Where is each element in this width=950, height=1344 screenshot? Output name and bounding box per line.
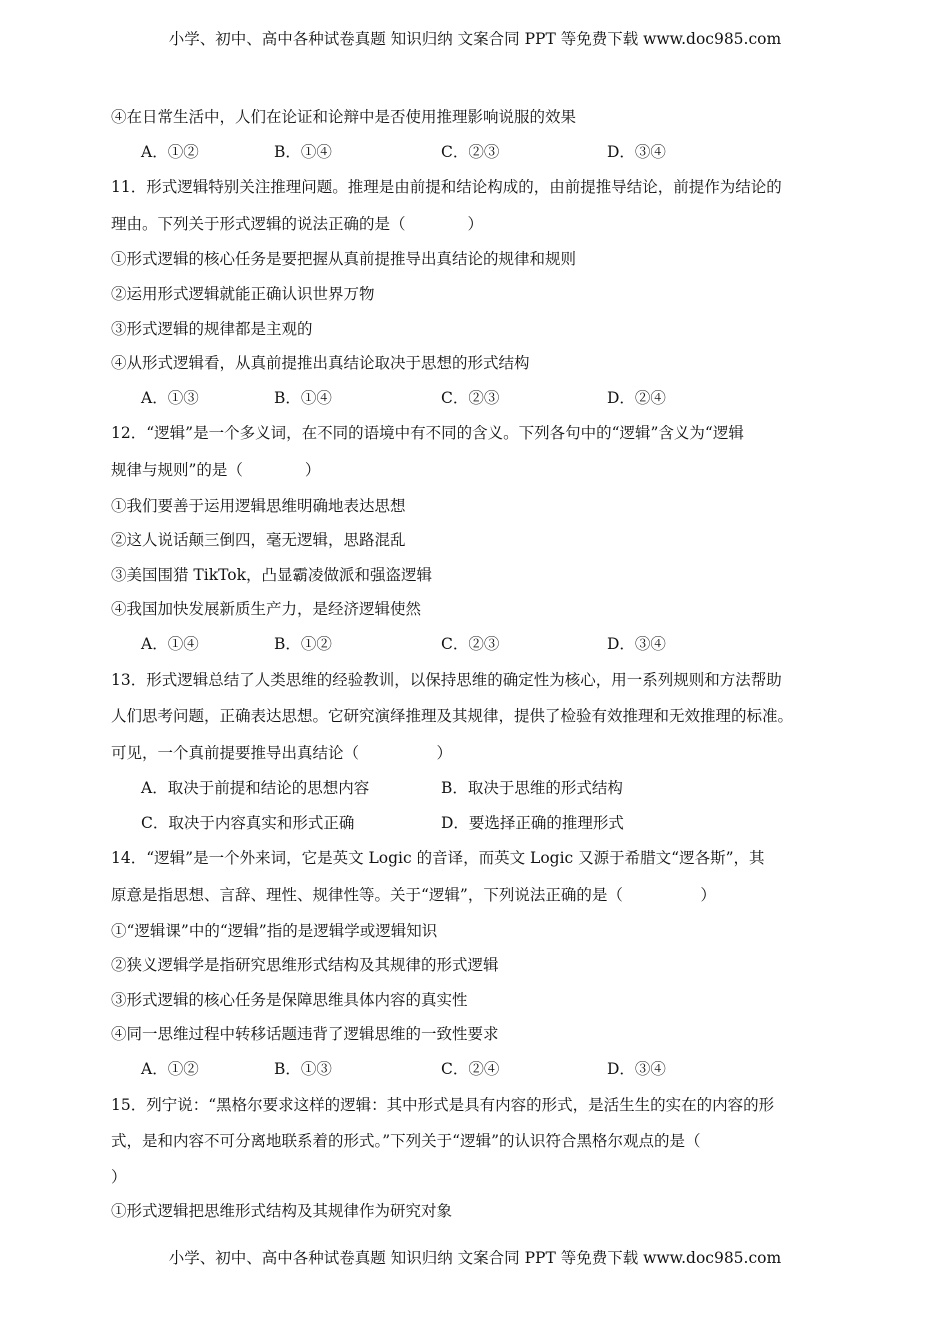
q11-option-d: D．②④ — [607, 388, 666, 407]
q14-option-a: A．①② — [141, 1060, 199, 1079]
q14-stem-line-2: 原意是指思想、言辞、理性、规律性等。关于“逻辑”，下列说法正确的是（ ） — [111, 886, 716, 905]
q13-options-row-2 — [111, 806, 841, 841]
q14-item-3: ③形式逻辑的核心任务是保障思维具体内容的真实性 — [111, 990, 468, 1009]
q12-stem-line-1: 12．“逻辑”是一个多义词，在不同的语境中有不同的含义。下列各句中的“逻辑”含义为“逻辑 — [111, 424, 744, 443]
q10-option-b: B．①④ — [274, 142, 332, 161]
q12-options — [111, 627, 841, 662]
q10-options — [111, 135, 841, 170]
q13-options-row-1 — [111, 771, 841, 806]
q13-option-a: A．取决于前提和结论的思想内容 — [141, 779, 370, 798]
q14-item-2: ②狭义逻辑学是指研究思维形式结构及其规律的形式逻辑 — [111, 956, 499, 975]
q11-item-3: ③形式逻辑的规律都是主观的 — [111, 319, 313, 338]
q14-item-1: ①“逻辑课”中的“逻辑”指的是逻辑学或逻辑知识 — [111, 921, 438, 940]
q11-item-1: ①形式逻辑的核心任务是要把握从真前提推导出真结论的规律和规则 — [111, 250, 577, 269]
q12-stem-line-2: 规律与规则”的是（ ） — [111, 460, 321, 479]
q14-stem-line-1: 14．“逻辑”是一个外来词，它是英文 Logic 的音译，而英文 Logic 又源于希腊文“逻各斯”，其 — [111, 849, 765, 868]
q10-item-4: ④在日常生活中，人们在论证和论辩中是否使用推理影响说服的效果 — [111, 108, 577, 126]
q14-option-c: C．②④ — [441, 1060, 500, 1079]
q13-option-b: B．取决于思维的形式结构 — [441, 779, 623, 798]
q11-option-b: B．①④ — [274, 388, 332, 407]
page-content — [111, 100, 841, 1229]
q14-option-d: D．③④ — [607, 1060, 666, 1079]
q13-stem-line-1: 13．形式逻辑总结了人类思维的经验教训，以保持思维的确定性为核心，用一系列规则和方法帮助 — [111, 670, 782, 689]
q15-stem-line-2: 式，是和内容不可分离地联系着的形式。”下列关于“逻辑”的认识符合黑格尔观点的是（ — [111, 1132, 701, 1151]
q10-option-c: C．②③ — [441, 142, 500, 161]
q15-stem-line-1: 15．列宁说：“黑格尔要求这样的逻辑：其中形式是具有内容的形式，是活生生的实在的内容的形 — [111, 1095, 775, 1114]
q12-item-2: ②这人说话颠三倒四，毫无逻辑，思路混乱 — [111, 531, 406, 550]
page-header: 小学、初中、高中各种试卷真题 知识归纳 文案合同 PPT 等免费下载 www.doc985.com — [168, 30, 782, 48]
q12-item-3: ③美国围猎 TikTok，凸显霸凌做派和强盗逻辑 — [111, 565, 432, 584]
q10-option-d: D．③④ — [607, 142, 666, 161]
q12-option-a: A．①④ — [141, 634, 199, 653]
q12-option-d: D．③④ — [607, 634, 666, 653]
q11-options — [111, 381, 841, 416]
q12-item-4: ④我国加快发展新质生产力，是经济逻辑使然 — [111, 600, 422, 619]
q13-option-c: C．取决于内容真实和形式正确 — [141, 813, 355, 832]
q11-option-a: A．①③ — [141, 388, 199, 407]
q15-item-1: ①形式逻辑把思维形式结构及其规律作为研究对象 — [111, 1202, 453, 1221]
q11-stem-line-1: 11．形式逻辑特别关注推理问题。推理是由前提和结论构成的，由前提推导结论，前提作为结论的 — [111, 178, 782, 197]
q11-item-2: ②运用形式逻辑就能正确认识世界万物 — [111, 284, 375, 303]
q11-option-c: C．②③ — [441, 388, 500, 407]
q10-option-a: A．①② — [141, 142, 199, 161]
q11-stem-line-2: 理由。下列关于形式逻辑的说法正确的是（ ） — [111, 214, 484, 233]
q11-item-4: ④从形式逻辑看，从真前提推出真结论取决于思想的形式结构 — [111, 354, 530, 373]
q13-stem-line-2: 人们思考问题，正确表达思想。它研究演绎推理及其规律，提供了检验有效推理和无效推理的标准。 — [111, 707, 794, 726]
page-footer: 小学、初中、高中各种试卷真题 知识归纳 文案合同 PPT 等免费下载 www.doc985.com — [168, 1249, 782, 1267]
q12-option-b: B．①② — [274, 634, 332, 653]
q13-stem-line-3: 可见，一个真前提要推导出真结论（ ） — [111, 743, 453, 762]
q13-option-d: D．要选择正确的推理形式 — [441, 813, 624, 832]
q12-item-1: ①我们要善于运用逻辑思维明确地表达思想 — [111, 496, 406, 515]
q12-option-c: C．②③ — [441, 634, 500, 653]
q14-options — [111, 1052, 841, 1087]
q14-option-b: B．①③ — [274, 1060, 332, 1079]
q15-stem-line-3: ） — [111, 1167, 127, 1186]
q14-item-4: ④同一思维过程中转移话题违背了逻辑思维的一致性要求 — [111, 1025, 499, 1044]
